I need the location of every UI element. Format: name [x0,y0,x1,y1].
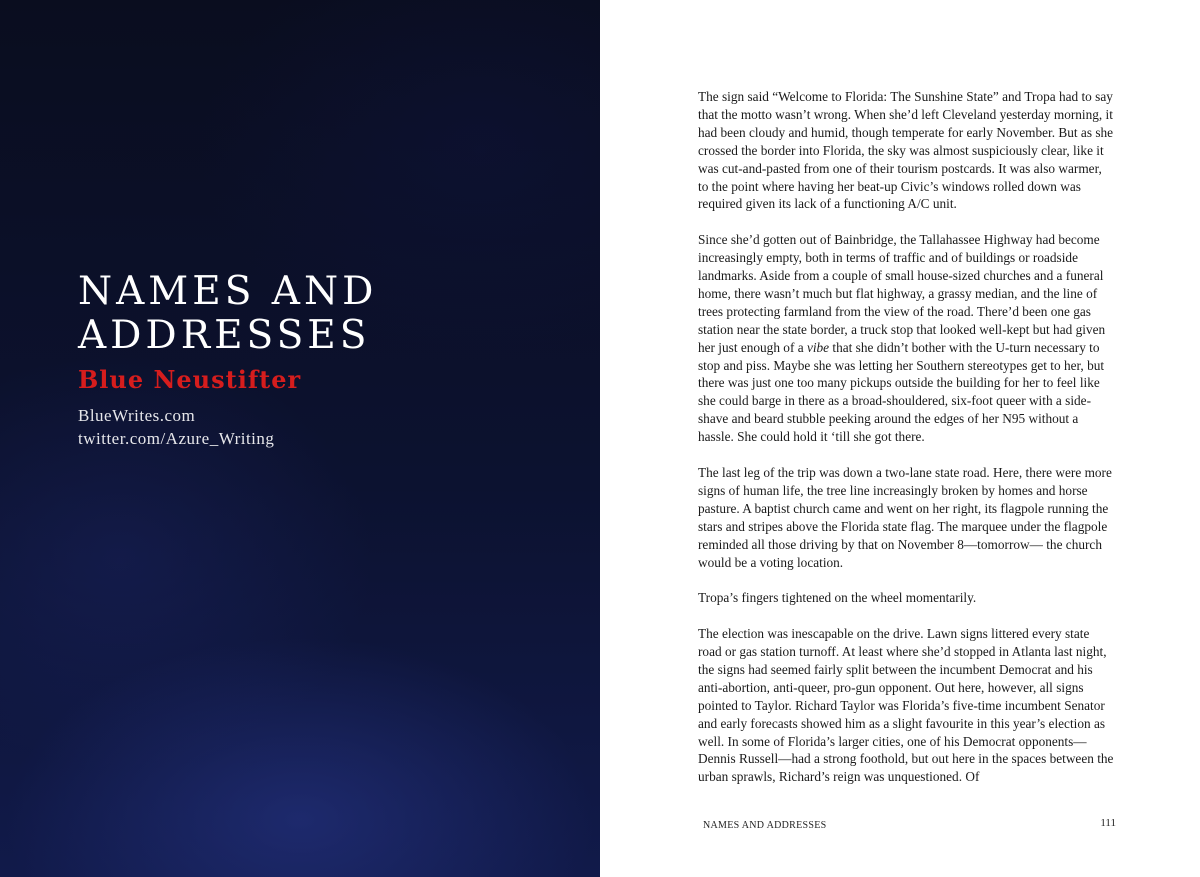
paragraph-5: The election was inescapable on the drive. Lawn signs littered every state road or gas station turnoff. At least where she’d stopped in Atlanta last night, the signs had seemed fairly split between the incumbent Democrat and his anti-abortion, anti-queer, pro-gun opponent. Out here, however, all signs pointed to Taylor. Richard Taylor was Florida’s five-time incumbent Senator and early forecasts showed him as a slight favourite in this year’s election as well. In some of Florida’s larger cities, one of his Democrat opponents—Dennis Russell—had a strong foothold, but out here in the spaces between the urban sprawls, Richard’s reign was unquestioned. Of [698,626,1114,785]
twitter-link[interactable]: twitter.com/Azure_Writing [78,429,275,448]
paragraph-2-emphasis: vibe [806,339,830,355]
story-title [78,270,578,358]
author-name: Blue Neustifter [78,365,302,394]
story-title-line-2: ADDRESSES [78,313,371,358]
running-footer-title: NAMES AND ADDRESSES [703,820,827,831]
paragraph-2-text-b: that she didn’t bother with the U-turn necessary to stop and piss. Maybe she was letting her Southern stereotypes get to her, but there was just one too many pickups outside the building for her to feel like she could barge in there as a broad-shouldered, six-foot queer with a side-shave and beard stubble peeking around the edges of her N95 without a hassle. She could hold it ‘till she got there. [698,339,1105,445]
story-body [698,88,1115,804]
story-title-line-1: NAMES AND [78,269,378,314]
paragraph-2-text-a: Since she’d gotten out of Bainbridge, the Tallahassee Highway had become increasingly empty, both in terms of traffic and of buildings or roadside landmarks. Aside from a couple of small house-sized churches and a funeral home, there wasn’t much but flat highway, a grassy median, and the line of trees protecting farmland from the view of the road. There’d been one gas station near the state border, a truck stop that looked well-kept but had given her just enough of a [698,232,1106,355]
website-link[interactable]: BlueWrites.com [78,406,196,425]
paragraph-1: The sign said “Welcome to Florida: The Sunshine State” and Tropa had to say that the motto wasn’t wrong. When she’d left Cleveland yesterday morning, it had been cloudy and humid, though temperate for early November. But as she crossed the border into Florida, the sky was almost suspiciously clear, like it was cut-and-pasted from one of their tourism postcards. It was also warmer, to the point where having her beat-up Civic’s windows rolled down was required given its lack of a functioning A/C unit. [698,89,1114,212]
paragraph-3: The last leg of the trip was down a two-lane state road. Here, there were more signs of human life, the tree line increasingly broken by homes and horse pasture. A baptist church came and went on her right, its flagpole running the stars and stripes above the Florida state flag. The marquee under the flagpole reminded all those driving by that on November 8—tomorrow— the church would be a voting location. [698,465,1112,570]
text-page [600,0,1200,877]
paragraph-4: Tropa’s fingers tightened on the wheel momentarily. [698,590,977,606]
paragraph-2 [698,231,1115,446]
page-number: 111 [1100,817,1116,829]
